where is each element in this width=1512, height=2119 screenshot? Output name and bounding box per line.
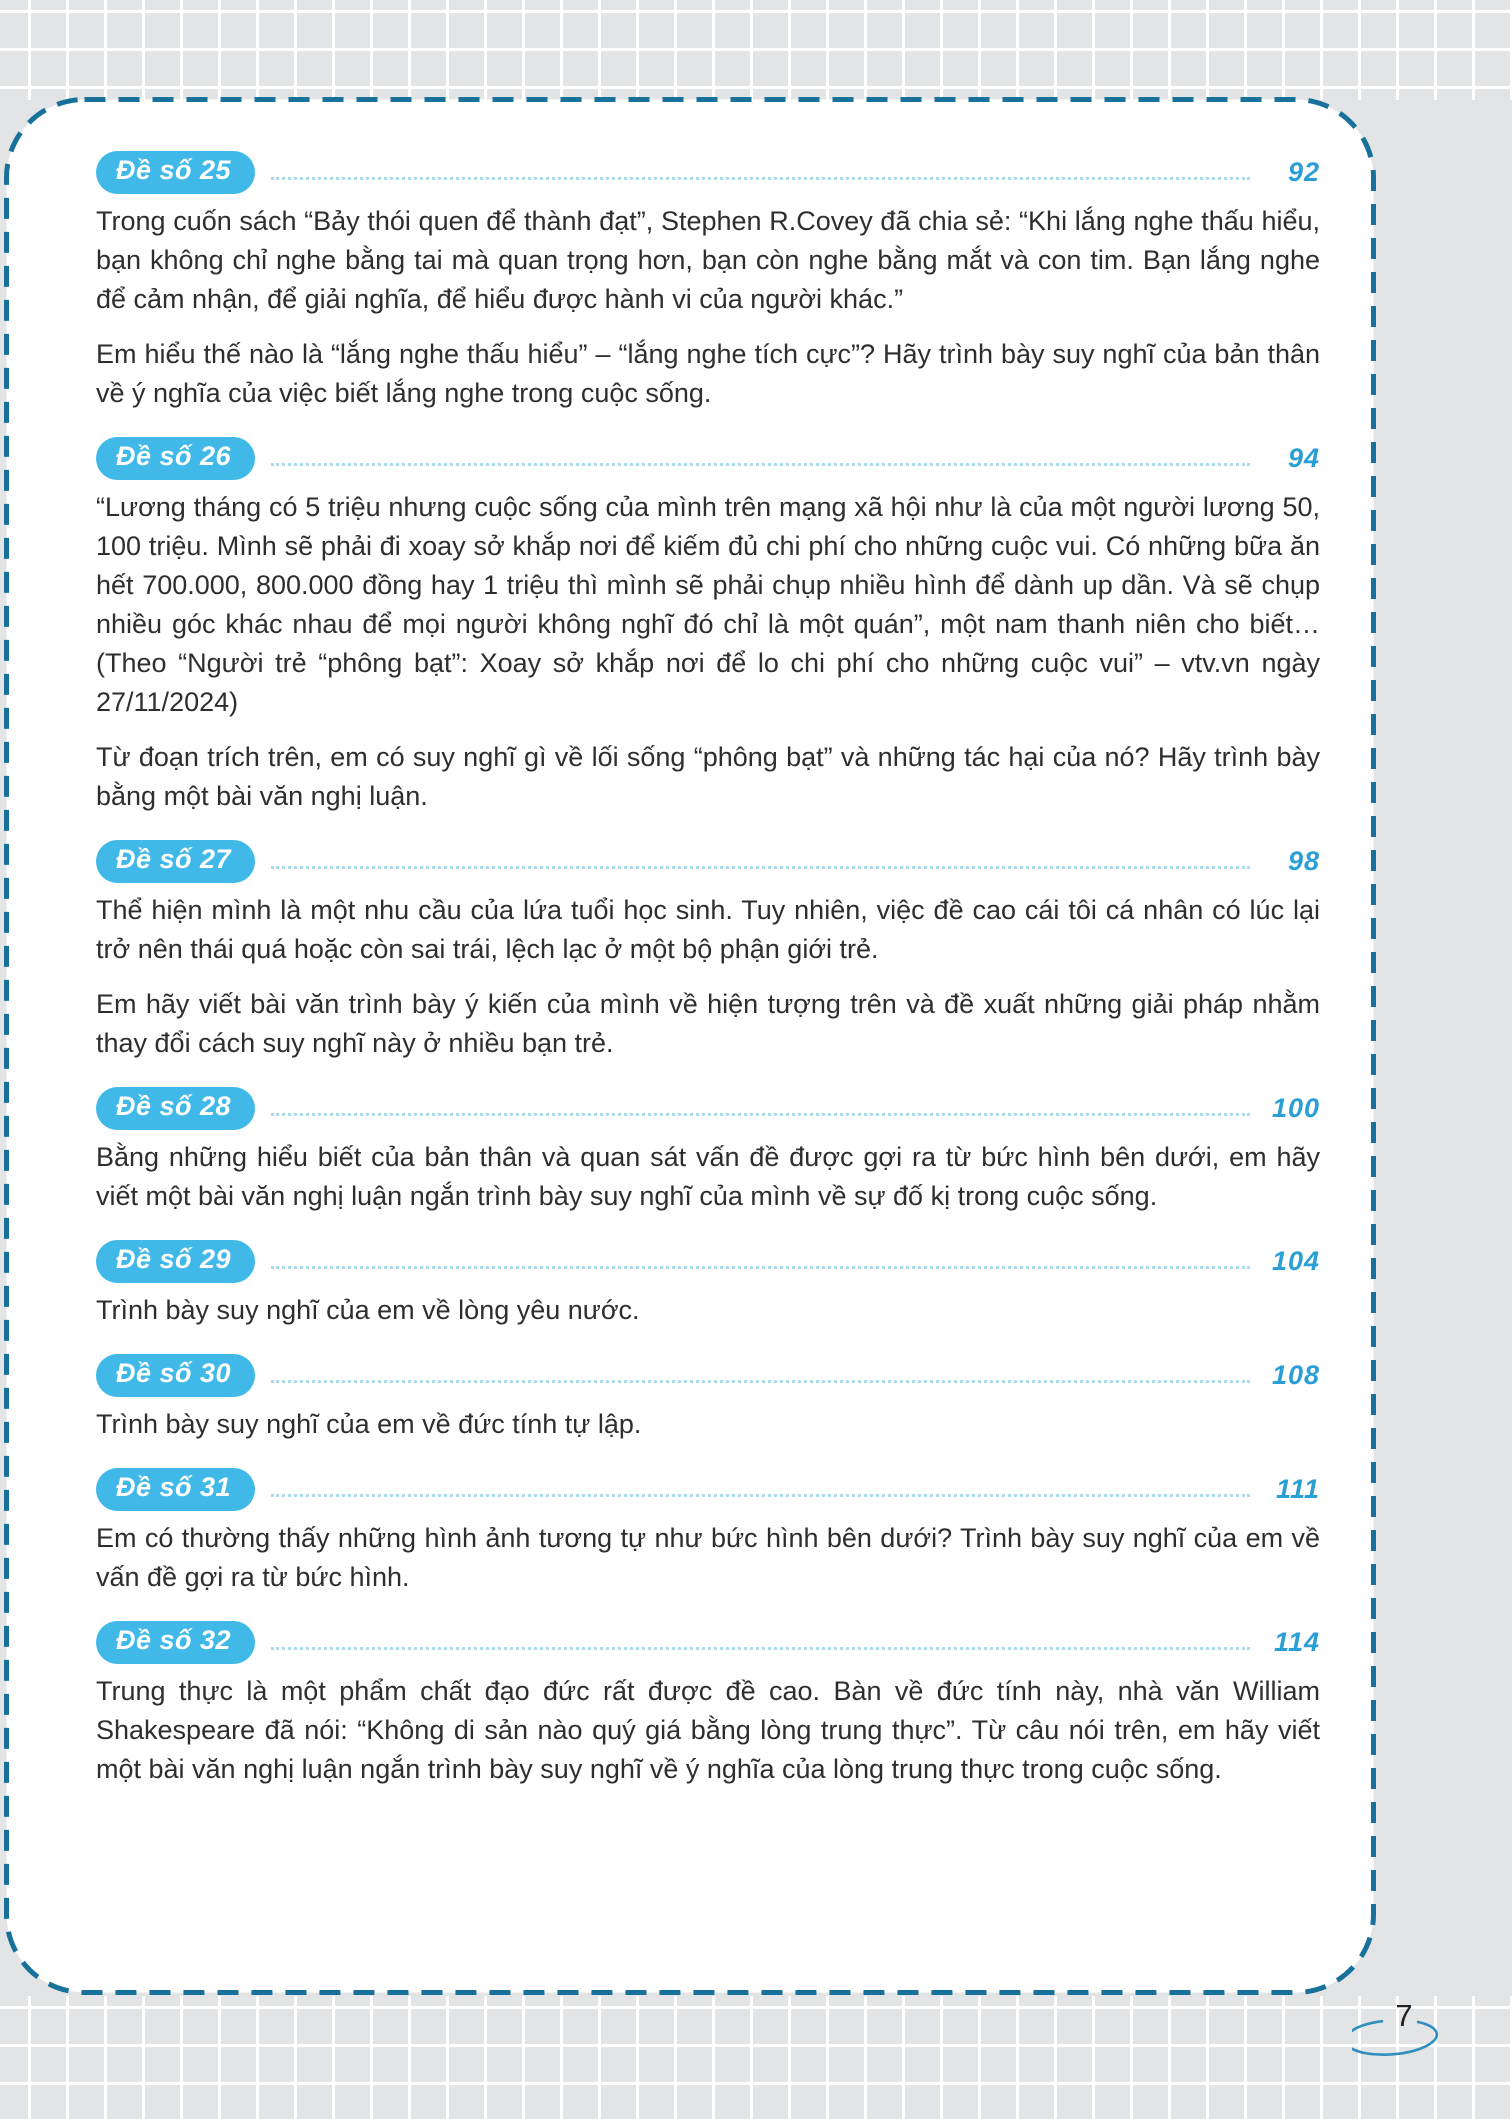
section-paragraphs — [96, 1138, 1320, 1216]
section-paragraphs — [96, 488, 1320, 816]
section-header — [96, 437, 1320, 480]
prompt-paragraph: Trung thực là một phẩm chất đạo đức rất được đề cao. Bàn về đức tính này, nhà văn William Shakespeare đã nói: “Không di sản nào quý giá bằng lòng trung thực”. Từ câu nói trên, em hãy viết một bài văn nghị luận ngắn trình bày suy nghĩ về ý nghĩa của lòng trung thực trong cuộc sống. — [96, 1676, 1320, 1784]
de-so-badge: Đề số 32 — [96, 1621, 255, 1664]
section-page-number: 111 — [1275, 1474, 1320, 1504]
de-so-badge: Đề số 29 — [96, 1240, 255, 1283]
de-so-badge: Đề số 31 — [96, 1468, 255, 1511]
dotted-leader — [271, 1493, 1250, 1497]
dotted-leader — [271, 1379, 1250, 1383]
section-header — [96, 1621, 1320, 1664]
section-header — [96, 1468, 1320, 1511]
section-paragraphs — [96, 1672, 1320, 1789]
toc-section — [96, 1240, 1320, 1330]
section-page-number: 114 — [1273, 1627, 1320, 1657]
folio — [1352, 2000, 1456, 2062]
section-header — [96, 1354, 1320, 1397]
section-page-number: 92 — [1287, 157, 1320, 187]
section-header — [96, 1240, 1320, 1283]
prompt-paragraph: Trình bày suy nghĩ của em về lòng yêu nước. — [96, 1295, 640, 1325]
dotted-leader — [271, 462, 1250, 466]
prompt-paragraph: Em có thường thấy những hình ảnh tương tự như bức hình bên dưới? Trình bày suy nghĩ của em về vấn đề gợi ra từ bức hình. — [96, 1523, 1320, 1592]
page-number-ellipse-icon — [1352, 2018, 1456, 2062]
dotted-leader — [271, 1112, 1250, 1116]
toc-section — [96, 1087, 1320, 1216]
toc-section — [96, 1621, 1320, 1789]
section-header — [96, 840, 1320, 883]
content-panel — [4, 97, 1376, 1995]
section-page-number: 100 — [1271, 1093, 1320, 1123]
section-page-number: 108 — [1271, 1360, 1320, 1390]
section-header — [96, 1087, 1320, 1130]
section-paragraphs — [96, 1405, 1320, 1444]
prompt-paragraph: Thể hiện mình là một nhu cầu của lứa tuổi học sinh. Tuy nhiên, việc đề cao cái tôi cá nhân có lúc lại trở nên thái quá hoặc còn sai trái, lệch lạc ở một bộ phận giới trẻ. — [96, 895, 1320, 964]
page-number: 7 — [1395, 1998, 1413, 2033]
prompt-paragraph: Bằng những hiểu biết của bản thân và quan sát vấn đề được gợi ra từ bức hình bên dưới, em hãy viết một bài văn nghị luận ngắn trình bày suy nghĩ của mình về sự đố kị trong cuộc sống. — [96, 1142, 1320, 1211]
section-paragraphs — [96, 202, 1320, 413]
toc-section — [96, 151, 1320, 413]
grid-pattern-top — [0, 0, 1512, 100]
section-paragraphs — [96, 1291, 1320, 1330]
section-page-number: 98 — [1287, 846, 1320, 876]
dotted-leader — [271, 865, 1250, 869]
prompt-paragraph: Trong cuốn sách “Bảy thói quen để thành đạt”, Stephen R.Covey đã chia sẻ: “Khi lắng nghe thấu hiểu, bạn không chỉ nghe bằng tai mà quan trọng hơn, bạn còn nghe bằng mắt và con tim. Bạn lắng nghe để cảm nhận, để giải nghĩa, để hiểu được hành vi của người khác.” — [96, 206, 1320, 314]
de-so-badge: Đề số 28 — [96, 1087, 255, 1130]
prompt-paragraph: Từ đoạn trích trên, em có suy nghĩ gì về lối sống “phông bạt” và những tác hại của nó? Hãy trình bày bằng một bài văn nghị luận. — [96, 742, 1320, 811]
prompt-paragraph: “Lương tháng có 5 triệu nhưng cuộc sống của mình trên mạng xã hội như là của một người lương 50, 100 triệu. Mình sẽ phải đi xoay sở khắp nơi để kiếm đủ chi phí cho những cuộc vui. Có những bữa ăn hết 700.000, 800.000 đồng hay 1 triệu thì mình sẽ phải chụp nhiều hình để dành up dần. Và sẽ chụp nhiều góc khác nhau để mọi người không nghĩ đó chỉ là một quán”, một nam thanh niên cho biết… (Theo “Người trẻ “phông bạt”: Xoay sở khắp nơi để lo chi phí cho những cuộc vui” – vtv.vn ngày 27/11/2024) — [96, 492, 1320, 717]
dotted-leader — [271, 1646, 1250, 1650]
dotted-leader — [271, 1265, 1250, 1269]
de-so-badge: Đề số 26 — [96, 437, 255, 480]
de-so-badge: Đề số 30 — [96, 1354, 255, 1397]
de-so-badge: Đề số 25 — [96, 151, 255, 194]
section-paragraphs — [96, 1519, 1320, 1597]
prompt-paragraph: Trình bày suy nghĩ của em về đức tính tự lập. — [96, 1409, 642, 1439]
prompt-paragraph: Em hiểu thế nào là “lắng nghe thấu hiểu” – “lắng nghe tích cực”? Hãy trình bày suy nghĩ của bản thân về ý nghĩa của việc biết lắng nghe trong cuộc sống. — [96, 339, 1320, 408]
toc-section — [96, 437, 1320, 816]
grid-pattern-bottom — [0, 1996, 1512, 2119]
section-header — [96, 151, 1320, 194]
dotted-leader — [271, 176, 1250, 180]
toc-section — [96, 1354, 1320, 1444]
section-page-number: 94 — [1287, 443, 1320, 473]
de-so-badge: Đề số 27 — [96, 840, 255, 883]
section-paragraphs — [96, 891, 1320, 1063]
toc-section — [96, 840, 1320, 1063]
prompt-paragraph: Em hãy viết bài văn trình bày ý kiến của mình về hiện tượng trên và đề xuất những giải pháp nhằm thay đổi cách suy nghĩ này ở nhiều bạn trẻ. — [96, 989, 1320, 1058]
toc-section — [96, 1468, 1320, 1597]
section-page-number: 104 — [1271, 1246, 1320, 1276]
toc-section-list — [4, 97, 1376, 1995]
